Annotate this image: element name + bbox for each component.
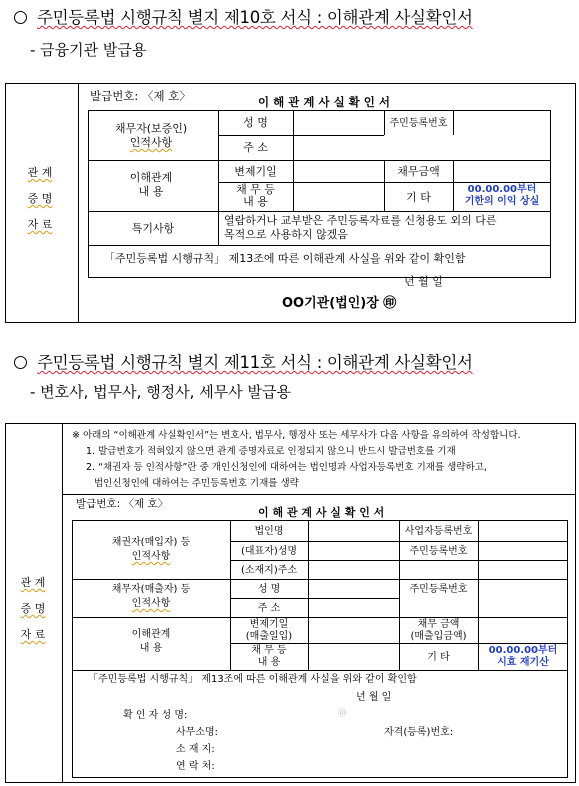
form2-side-label: 관 계 증 명 자 료 <box>20 576 46 641</box>
repay-date-label: 변제기일 <box>234 165 277 178</box>
office-label: 사무소명: <box>176 727 219 738</box>
date-text: 년 월 일 <box>404 275 443 288</box>
creditor-label: 채권자(매입자) 등 인적사항 <box>111 537 191 562</box>
form2-issue-number: 발급번호: 〈제 호〉 <box>76 498 169 510</box>
debt-amount-label: 채무 금액 (매출입금액) <box>410 619 467 642</box>
circle-bullet-icon <box>14 356 27 369</box>
confirm-text: 「주민등록법 시행규칙」 제13조에 따른 이해관계 사실을 위와 같이 확인함 <box>88 674 417 685</box>
debt-detail-label: 채 무 등 내 용 <box>251 645 287 668</box>
name-label: 성 명 <box>257 584 281 595</box>
debtor-label: 채무자(보증인) 인적사항 <box>114 122 188 149</box>
etc-label: 기 타 <box>406 191 431 204</box>
repay-date-label: 변제기일 (매출일입) <box>245 619 293 642</box>
name-label: 성 명 <box>243 116 268 129</box>
contact-label: 연 락 처: <box>176 761 215 772</box>
form2-title: 이 해 관 계 사 실 확 인 서 <box>258 506 385 519</box>
etc-value: 00.00.00부터 기한의 이익 상실 <box>464 184 540 207</box>
rrn-label-2: 주민등록번호 <box>409 584 468 595</box>
section1-heading: 주민등록법 시행규칙 별지 제10호 서식 : 이해관계 사실확인서 <box>14 4 473 28</box>
form1-issue-number: 발급번호: 〈제 호〉 <box>90 89 191 103</box>
special-label: 특기사항 <box>131 222 175 235</box>
debtor-label: 채무자(매출자) 등 인적사항 <box>111 584 191 609</box>
form1-side-label: 관 계 증 명 자 료 <box>27 166 53 231</box>
confirm-text: 「주민등록법 시행규칙」 제13조에 따른 이해관계 사실을 위와 같이 확인함 <box>104 252 466 265</box>
location-label: 소 재 지: <box>176 744 215 755</box>
notice: ※ 아래의 “이해관계 사실확인서”는 변호사, 법무사, 행정사 또는 세무사가 다음 사항을 유의하여 작성합니다. 1. 발급번호가 적혀있지 않으면 관계 증명자료로 인정되지 않으니 반드시 발급번호를 기재 2. “채권자 등 인적사항”란 중 개인신청인에 대하여는 법인명과 사업자등록번호 기재를 생략하고, 법인신청인에 대하여는 주민등록번호 기재를 생략 <box>72 430 521 489</box>
address-label: 주 소 <box>243 141 268 154</box>
seal-mark: ㊞ <box>338 709 348 719</box>
hq-address-label: (소재지)주소 <box>240 565 298 576</box>
rrn-label: 주민등록번호 <box>409 546 468 557</box>
relation-label: 이해관계 내 용 <box>129 171 173 198</box>
debt-detail-label: 채 무 등 내 용 <box>236 183 275 208</box>
section2-heading: 주민등록법 시행규칙 별지 제11호 서식 : 이해관계 사실확인서 <box>14 349 473 373</box>
section2-subtitle: - 변호사, 법무사, 행정사, 세무사 발급용 <box>30 383 291 401</box>
etc-label: 기 타 <box>427 652 450 663</box>
biz-number-label: 사업자등록번호 <box>404 526 473 537</box>
debt-amount-label: 채무금액 <box>397 165 440 178</box>
qualification-label: 자격(등록)번호: <box>384 727 454 738</box>
special-text: 열람하거나 교부받은 주민등록자료를 신청용도 외의 다른 목적으로 사용하지 않겠음 <box>224 214 497 241</box>
corp-name-label: 법인명 <box>254 526 284 537</box>
etc-value: 00.00.00부터 시효 재기산 <box>488 645 558 668</box>
rep-name-label: (대표자)성명 <box>240 546 298 557</box>
rrn-label: 주민등록번호 <box>389 118 448 129</box>
confirmer-label: 확 인 자 성 명: <box>123 710 188 721</box>
section1-subtitle: - 금융기관 발급용 <box>30 41 147 59</box>
circle-bullet-icon <box>14 11 27 24</box>
relation-label: 이해관계 내 용 <box>131 629 171 654</box>
form1-title: 이 해 관 계 사 실 확 인 서 <box>258 95 391 109</box>
signer: OO기관(법인)장 ㊞ <box>282 296 397 311</box>
address-label: 주 소 <box>257 603 281 614</box>
date-text: 년 월 일 <box>356 692 392 703</box>
